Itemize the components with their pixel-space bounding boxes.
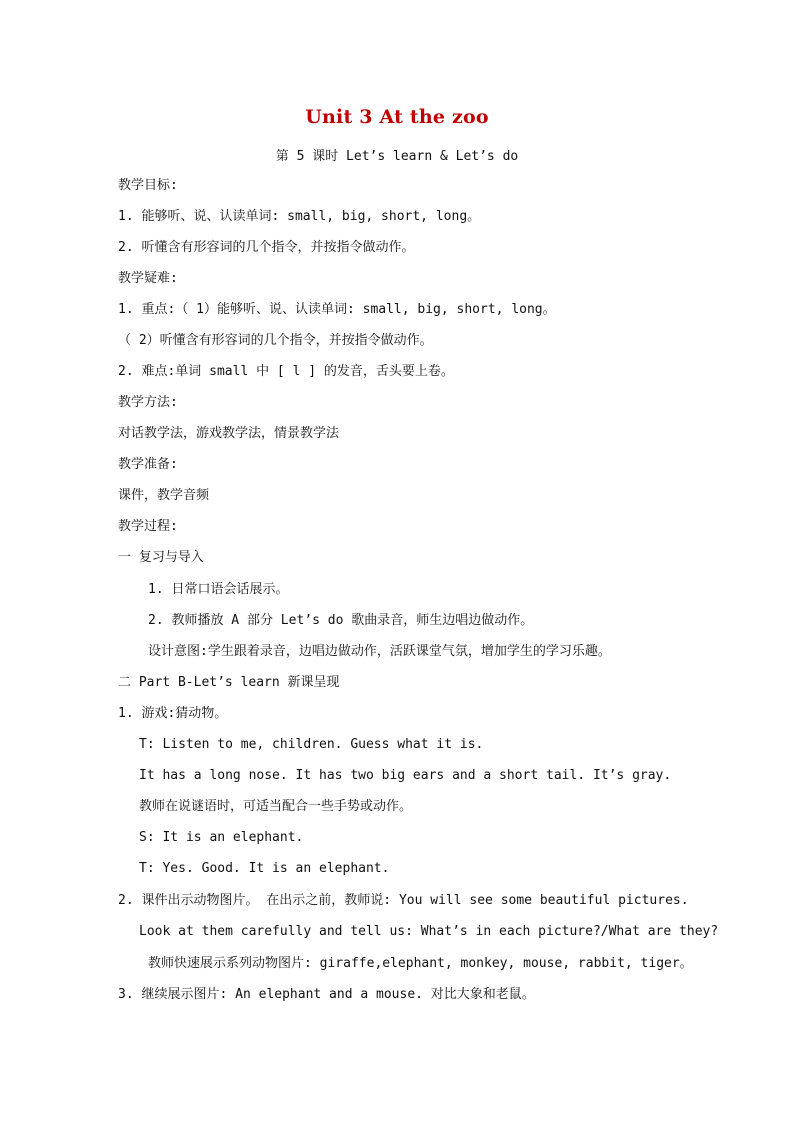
text-line: 教学目标: <box>118 178 178 193</box>
text-line: 2. 课件出示动物图片。 在出示之前，教师说: You will see some beautiful pictures. <box>118 893 689 908</box>
text-line: 1. 能够听、说、认读单词: small, big, short, long。 <box>118 209 481 224</box>
text-line: S: It is an elephant. <box>139 830 304 845</box>
text-line: 教师快速展示系列动物图片: giraffe,elephant, monkey, mouse, rabbit, tiger。 <box>148 956 693 971</box>
text-line: T: Listen to me, children. Guess what it is. <box>139 737 484 752</box>
text-line: 3. 继续展示图片: An elephant and a mouse. 对比大象和老鼠。 <box>118 987 535 1002</box>
text-line: 2. 听懂含有形容词的几个指令，并按指令做动作。 <box>118 240 415 255</box>
text-line: 教师在说谜语时，可适当配合一些手势或动作。 <box>139 799 413 814</box>
text-line: T: Yes. Good. It is an elephant. <box>139 861 390 876</box>
text-line: 对话教学法，游戏教学法，情景教学法 <box>118 426 340 441</box>
text-line: 一 复习与导入 <box>118 550 204 565</box>
text-line: 二 Part B-Let’s learn 新课呈现 <box>118 675 340 690</box>
text-line: 教学疑难: <box>118 271 178 286</box>
text-line: 1. 游戏:猜动物。 <box>118 706 228 721</box>
text-line: 1. 日常口语会话展示。 <box>148 582 289 597</box>
text-line: Look at them carefully and tell us: What’s in each picture?/What are they? <box>139 924 719 939</box>
page-title: Unit 3 At the zoo <box>305 106 489 128</box>
text-line: It has a long nose. It has two big ears and a short tail. It’s gray. <box>139 768 672 783</box>
text-line: 设计意图:学生跟着录音，边唱边做动作，活跃课堂气氛，增加学生的学习乐趣。 <box>148 644 611 659</box>
lesson-subtitle: 第 5 课时 Let’s learn & Let’s do <box>275 149 519 164</box>
text-line: 教学过程: <box>118 519 178 534</box>
text-line: （ 2）听懂含有形容词的几个指令，并按指令做动作。 <box>118 333 433 348</box>
text-line: 教学方法: <box>118 395 178 410</box>
text-line: 1. 重点:（ 1）能够听、说、认读单词: small, big, short, long。 <box>118 302 556 317</box>
text-line: 教学准备: <box>118 457 178 472</box>
text-line: 课件，教学音频 <box>118 488 210 503</box>
text-line: 2. 难点:单词 small 中 [ l ] 的发音，舌头要上卷。 <box>118 364 454 379</box>
text-line: 2. 教师播放 A 部分 Let’s do 歌曲录音，师生边唱边做动作。 <box>148 613 534 628</box>
